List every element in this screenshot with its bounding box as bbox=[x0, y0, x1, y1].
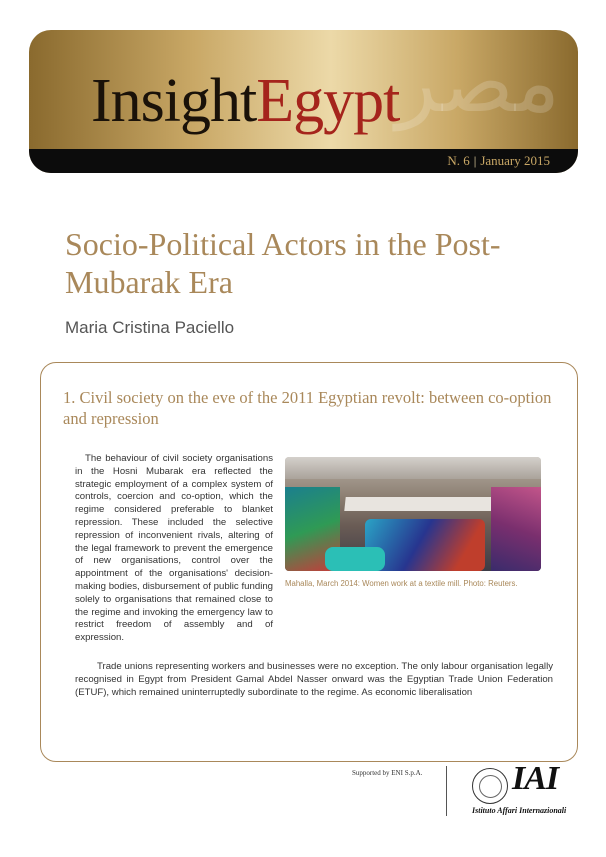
issue-bar bbox=[29, 149, 578, 173]
issue-separator: | bbox=[473, 153, 477, 168]
institute-name: Istituto Affari Internazionali bbox=[472, 806, 567, 815]
footer-divider bbox=[446, 766, 447, 816]
content-box bbox=[40, 362, 578, 762]
textile-mill-photo bbox=[285, 457, 541, 571]
arabic-watermark: مصر bbox=[395, 33, 560, 131]
document-title: Socio-Political Actors in the Post-Mubarak Era bbox=[65, 226, 501, 300]
photo-caption: Mahalla, March 2014: Women work at a textile mill. Photo: Reuters. bbox=[285, 579, 518, 588]
iai-logo: IAI bbox=[512, 760, 559, 797]
title-egypt: Egypt bbox=[256, 67, 400, 135]
title-insight: Insight bbox=[91, 67, 257, 135]
publication-title bbox=[91, 67, 400, 135]
issue-date: January 2015 bbox=[480, 153, 550, 168]
section-heading: 1. Civil society on the eve of the 2011 Egyptian revolt: between co-option and repression bbox=[63, 388, 552, 428]
sponsor-note: Supported by ENI S.p.A. bbox=[352, 769, 423, 777]
iai-seal-icon bbox=[472, 768, 508, 804]
issue-number: N. 6 bbox=[447, 153, 470, 168]
paragraph-1-text: The behaviour of civil society organisations in the Hosni Mubarak era reflected the strategic employment of a complex system of controls, coercion and co-option, which the regime considered preferable to blanket repression. These included the selective repression of inconvenient rivals, altering of the legal framework to prevent the emergence of new organisations, control over the appointment of the organisations' decision-making bodies, disbursement of public funding solely to organisations that remained close to the regime and invoking the emergency law to restrict freedom of assembly and of expression. bbox=[75, 453, 273, 644]
issue-info bbox=[447, 153, 550, 169]
document-author: Maria Cristina Paciello bbox=[65, 318, 235, 337]
masthead-banner bbox=[29, 30, 578, 173]
paragraph-1 bbox=[75, 453, 273, 645]
paragraph-2 bbox=[75, 661, 553, 699]
paragraph-2-text: Trade unions representing workers and businesses were no exception. The only labour organisation legally recognised in Egypt from President Gamal Abdel Nasser onward was the Egyptian Trade Union Federation (ETUF), which remained uninterruptedly subordinate to the regime. As economic liberalisation bbox=[75, 661, 553, 698]
